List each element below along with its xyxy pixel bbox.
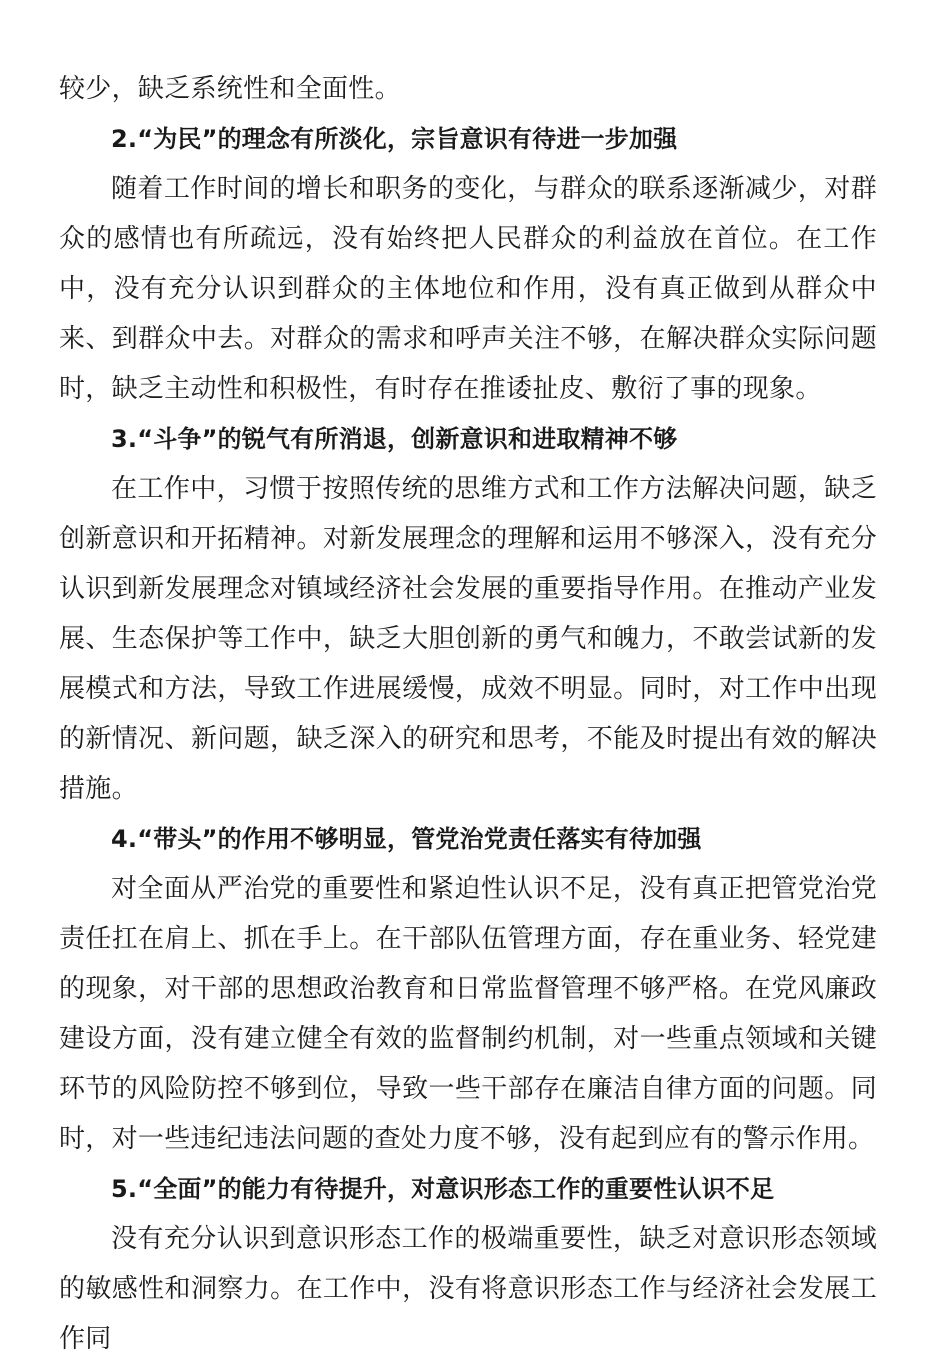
- section-heading-5: 5.“全面”的能力有待提升，对意识形态工作的重要性认识不足: [111, 1175, 775, 1203]
- section-body-3: 在工作中，习惯于按照传统的思维方式和工作方法解决问题，缺乏创新意识和开拓精神。对新发展理念的理解和运用不够深入，没有充分认识到新发展理念对镇域经济社会发展的重要指导作用。在推动产业发展、生态保护等工作中，缺乏大胆创新的勇气和魄力，不敢尝试新的发展模式和方法，导致工作进展缓慢，成效不明显。同时，对工作中出现的新情况、新问题，缺乏深入的研究和思考，不能及时提出有效的解决措施。: [59, 474, 877, 804]
- section-body-5: 没有充分认识到意识形态工作的极端重要性，缺乏对意识形态领域的敏感性和洞察力。在工作中，没有将意识形态工作与经济社会发展工作同: [59, 1224, 877, 1354]
- section-heading-2: 2.“为民”的理念有所淡化，宗旨意识有待进一步加强: [111, 125, 678, 153]
- section-body-4: 对全面从严治党的重要性和紧迫性认识不足，没有真正把管党治党责任扛在肩上、抓在手上。在干部队伍管理方面，存在重业务、轻党建的现象，对干部的思想政治教育和日常监督管理不够严格。在党风廉政建设方面，没有建立健全有效的监督制约机制，对一些重点领域和关键环节的风险防控不够到位，导致一些干部存在廉洁自律方面的问题。同时，对一些违纪违法问题的查处力度不够，没有起到应有的警示作用。: [59, 874, 877, 1154]
- opening-paragraph: 较少，缺乏系统性和全面性。: [59, 74, 401, 104]
- section-heading-4: 4.“带头”的作用不够明显，管党治党责任落实有待加强: [111, 825, 702, 853]
- section-heading-3: 3.“斗争”的锐气有所消退，创新意识和进取精神不够: [111, 425, 678, 453]
- document-page: [59, 64, 877, 1364]
- section-body-2: 随着工作时间的增长和职务的变化，与群众的联系逐渐减少，对群众的感情也有所疏远，没有始终把人民群众的利益放在首位。在工作中，没有充分认识到群众的主体地位和作用，没有真正做到从群众中来、到群众中去。对群众的需求和呼声关注不够，在解决群众实际问题时，缺乏主动性和积极性，有时存在推诿扯皮、敷衍了事的现象。: [59, 174, 877, 404]
